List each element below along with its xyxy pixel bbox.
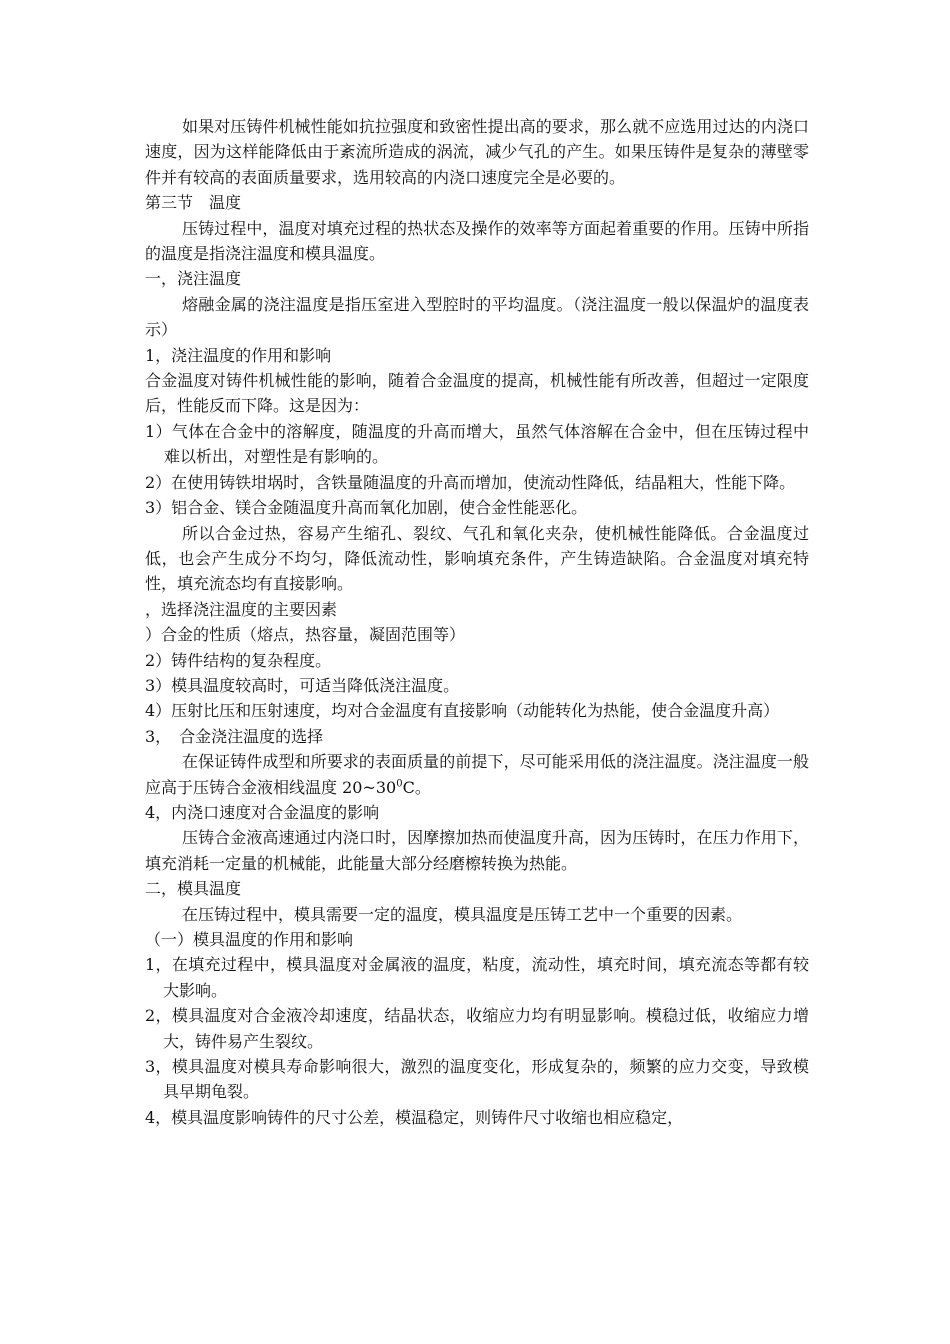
section-heading: 一，浇注温度: [145, 269, 242, 289]
section-heading: （一）模具温度的作用和影响: [145, 930, 354, 949]
numbered-item: 1，在填充过程中，模具温度对金属液的温度，粘度，流动性，填充时间，填充流态等都有较大影响。: [145, 955, 809, 1000]
list-item: 4）压射比压和压射速度，均对合金温度有直接影响（动能转化为热能，使合金温度升高）: [145, 701, 780, 721]
degree-unit: C。: [402, 777, 431, 797]
section-heading: 4，内浇口速度对合金温度的影响: [145, 802, 380, 822]
list-item: 1）气体在合金中的溶解度，随温度的升高而增大，虽然气体溶解在合金中，但在压铸过程中难以析出，对塑性是有影响的。: [145, 421, 809, 467]
section-heading: ，选择浇注温度的主要因素: [145, 599, 338, 619]
paragraph: 熔融金属的浇注温度是指压室进入型腔时的平均温度。（浇注温度一般以保温炉的温度表示）: [145, 294, 809, 340]
paragraph-text: 在保证铸件成型和所要求的表面质量的前提下，尽可能采用低的浇注温度。浇注温度一般应高于压铸合金液相线温度 20~30: [145, 752, 809, 797]
paragraph: 如果对压铸件机械性能如抗拉强度和致密性提出高的要求，那么就不应选用过达的内浇口速度，因为这样能降低由于紊流所造成的涡流，减少气孔的产生。如果压铸件是复杂的薄壁零件并有较高的表面质量要求，选用较高的内浇口速度完全是必要的。: [145, 117, 809, 187]
numbered-item: 2，模具温度对合金液冷却速度，结晶状态，收缩应力均有明显影响。模稳过低，收缩应力增大，铸件易产生裂纹。: [145, 1006, 809, 1051]
section-heading: 1，浇注温度的作用和影响: [145, 345, 332, 365]
list-item: ）合金的性质（熔点，热容量，凝固范围等）: [145, 625, 466, 645]
paragraph: 压铸合金液高速通过内浇口时，因摩擦加热而使温度升高，因为压铸时，在压力作用下，填充消耗一定量的机械能，此能量大部分经磨檫转换为热能。: [145, 828, 809, 873]
degree-superscript: 0: [396, 778, 403, 790]
paragraph: 在压铸过程中，模具需要一定的温度，模具温度是压铸工艺中一个重要的因素。: [182, 904, 743, 924]
paragraph: 压铸过程中，温度对填充过程的热状态及操作的效率等方面起着重要的作用。压铸中所指的温度是指浇注温度和模具温度。: [145, 218, 809, 264]
section-heading: 二，模具温度: [145, 879, 242, 899]
numbered-item: 4，模具温度影响铸件的尺寸公差，模温稳定，则铸件尺寸收缩也相应稳定，: [145, 1107, 684, 1127]
paragraph: 合金温度对铸件机械性能的影响，随着合金温度的提高，机械性能有所改善，但超过一定限度后，性能反而下降。这是因为：: [145, 371, 809, 416]
paragraph: [145, 749, 809, 800]
list-item: 3）模具温度较高时，可适当降低浇注温度。: [145, 675, 460, 695]
document-page: [145, 114, 809, 1130]
section-heading: 第三节 温度: [145, 193, 242, 213]
numbered-item: 3，模具温度对模具寿命影响很大，激烈的温度变化，形成复杂的，频繁的应力交变，导致模具早期龟裂。: [145, 1057, 809, 1102]
paragraph: 所以合金过热，容易产生缩孔、裂纹、气孔和氧化夹杂，使机械性能降低。合金温度过低，也会产生成分不均匀，降低流动性，影响填充条件，产生铸造缺陷。合金温度对填充特性，填充流态均有直接影响。: [145, 523, 809, 594]
list-item: 2）在使用铸铁坩埚时，含铁量随温度的升高而增加，使流动性降低，结晶粗大，性能下降。: [145, 472, 796, 492]
list-item: 3）铝合金、镁合金随温度升高而氧化加剧，使合金性能恶化。: [145, 498, 588, 518]
section-heading: 3， 合金浇注温度的选择: [145, 726, 324, 746]
list-item: 2）铸件结构的复杂程度。: [145, 650, 332, 670]
